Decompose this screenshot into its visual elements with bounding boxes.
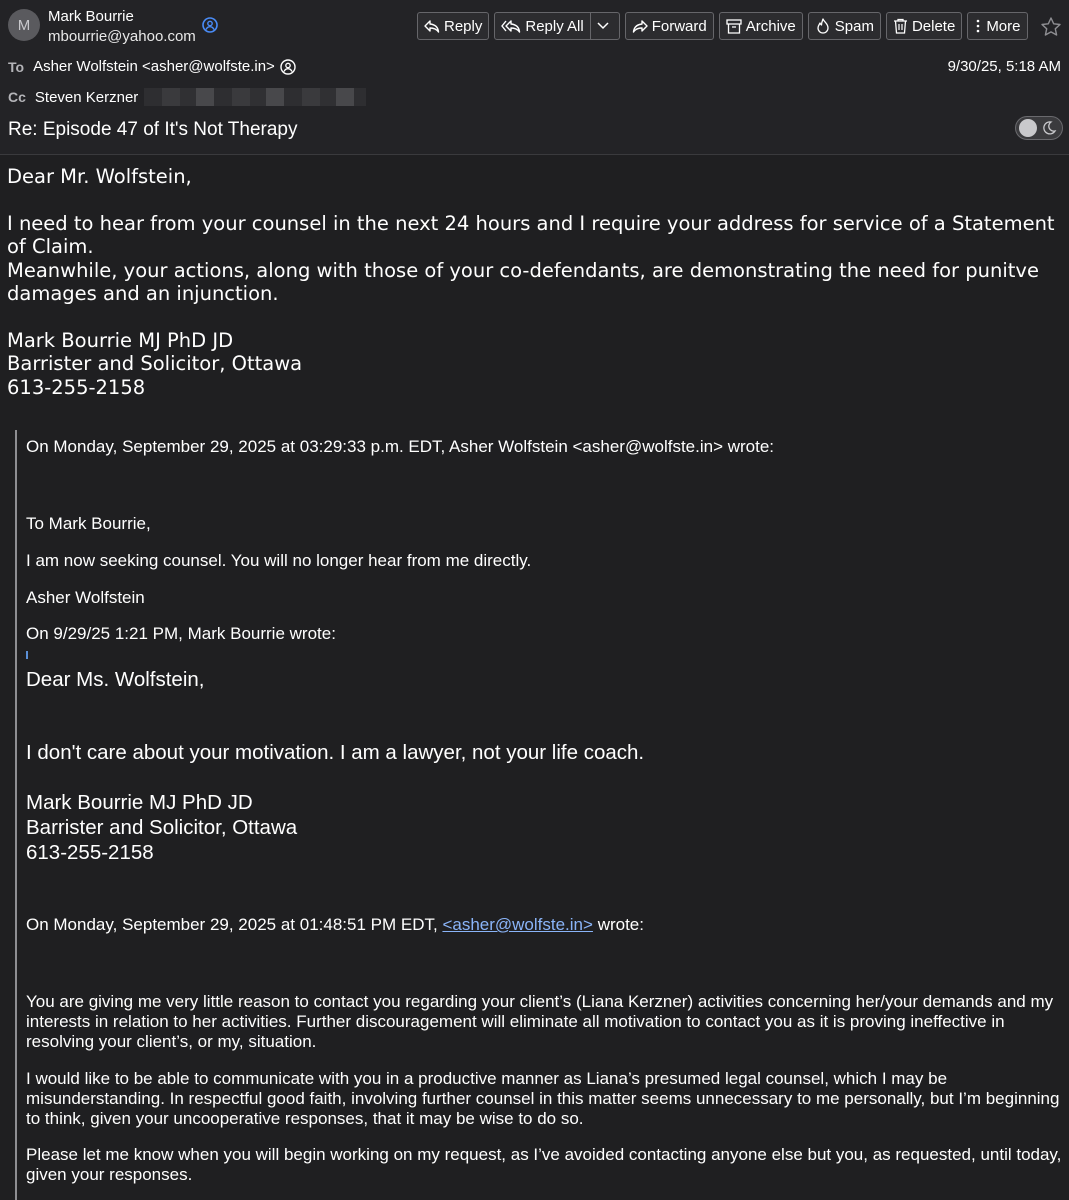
sender-name[interactable]: Mark Bourrie <box>48 8 134 25</box>
quoted-text: I don't care about your motivation. I am a lawyer, not your life coach. <box>26 741 645 764</box>
quote-bar <box>15 430 17 1200</box>
forward-label: Forward <box>651 17 707 35</box>
quote-header <box>26 915 644 935</box>
contact-card-icon[interactable] <box>202 17 218 33</box>
body-paragraph: I need to hear from your counsel in the next 24 hours and I require your address for service of a Statement of Claim. <box>7 211 1055 259</box>
chevron-down-icon <box>597 22 609 30</box>
quoted-greeting: To Mark Bourrie, <box>26 514 151 533</box>
archive-icon <box>726 19 742 34</box>
message-header <box>0 0 1069 155</box>
reply-icon <box>424 19 440 33</box>
archive-label: Archive <box>745 17 796 35</box>
quoted-paragraph: You are giving me very little reason to contact you regarding your client’s (Liana Kerzner) activities concerning her/your demands and my interests in relation to her activities. Further discouragement will eliminate all motivation to contact you as it is proving ineffective in resolving your client’s, or my, situation. <box>26 992 1054 1051</box>
fire-icon <box>815 18 831 34</box>
moon-icon <box>1041 120 1057 136</box>
more-button[interactable] <box>967 12 1027 40</box>
quoted-signature-phone: 613-255-2158 <box>26 841 154 864</box>
message-subject: Re: Episode 47 of It's Not Therapy <box>8 119 298 140</box>
spam-label: Spam <box>834 17 874 35</box>
more-label: More <box>986 17 1021 35</box>
trash-icon <box>893 18 908 34</box>
contact-icon[interactable] <box>280 59 296 75</box>
cc-row <box>8 88 366 106</box>
vertical-dots-icon <box>974 19 982 33</box>
archive-button[interactable] <box>719 12 803 40</box>
reply-label: Reply <box>444 17 483 35</box>
reply-all-dropdown[interactable] <box>590 12 620 40</box>
reply-all-split <box>494 12 619 40</box>
redacted-address <box>144 88 366 106</box>
text-cursor <box>26 651 28 659</box>
spam-button[interactable] <box>808 12 881 40</box>
delete-button[interactable] <box>886 12 962 40</box>
body-paragraph: Meanwhile, your actions, along with those of your co-defendants, are demonstrating the need for punitve damages and an injunction. <box>7 258 1039 306</box>
quoted-signature-title: Barrister and Solicitor, Ottawa <box>26 816 298 839</box>
to-row <box>8 58 296 75</box>
signature-phone: 613-255-2158 <box>7 375 146 399</box>
toggle-knob <box>1019 119 1037 137</box>
quoted-greeting: Dear Ms. Wolfstein, <box>26 668 205 691</box>
cc-recipient[interactable]: Steven Kerzner <box>34 88 139 106</box>
signature-title: Barrister and Solicitor, Ottawa <box>7 352 303 376</box>
signature-name: Mark Bourrie MJ PhD JD <box>7 328 234 352</box>
to-recipient[interactable]: Asher Wolfstein <asher@wolfste.in> <box>33 58 275 75</box>
delete-label: Delete <box>911 17 956 35</box>
to-label: To <box>8 58 25 75</box>
message-date: 9/30/25, 5:18 AM <box>947 58 1061 75</box>
quote-header: On 9/29/25 1:21 PM, Mark Bourrie wrote: <box>26 624 336 643</box>
quote-header-text: On Monday, September 29, 2025 at 01:48:51 PM EDT, <box>26 915 438 934</box>
forward-icon <box>632 19 648 33</box>
quote-header: On Monday, September 29, 2025 at 03:29:33 p.m. EDT, Asher Wolfstein <asher@wolfste.in> wrote: <box>26 437 775 456</box>
quoted-signature: Asher Wolfstein <box>26 588 145 607</box>
dark-mode-toggle[interactable] <box>1015 116 1063 140</box>
reply-all-button[interactable] <box>494 12 590 40</box>
body-greeting: Dear Mr. Wolfstein, <box>7 165 192 188</box>
sender-avatar[interactable]: M <box>8 9 40 41</box>
quoted-signature-name: Mark Bourrie MJ PhD JD <box>26 791 253 814</box>
reply-all-label: Reply All <box>525 17 584 35</box>
star-icon[interactable] <box>1040 16 1062 38</box>
message-body <box>7 165 1057 399</box>
email-link[interactable]: <asher@wolfste.in> <box>442 915 593 934</box>
reply-button[interactable] <box>417 12 489 40</box>
quoted-paragraph: Please let me know when you will begin working on my request, as I’ve avoided contacting anyone else but you, as requested, until today, given your responses. <box>26 1145 1062 1184</box>
quote-header-text: wrote: <box>597 915 644 934</box>
quoted-text: I am now seeking counsel. You will no longer hear from me directly. <box>26 551 532 570</box>
cc-label: Cc <box>8 89 26 105</box>
quoted-paragraph: I would like to be able to communicate with you in a productive manner as Liana’s presumed legal counsel, which I may be misunderstanding. In respectful good faith, involving further counsel in this matter seems unnecessary to me personally, but I’m beginning to think, given your uncooperative responses, that it may be wise to do so. <box>26 1069 1060 1128</box>
message-toolbar <box>417 12 1028 40</box>
sender-email[interactable]: mbourrie@yahoo.com <box>48 28 196 45</box>
reply-all-icon <box>501 19 521 33</box>
forward-button[interactable] <box>625 12 714 40</box>
